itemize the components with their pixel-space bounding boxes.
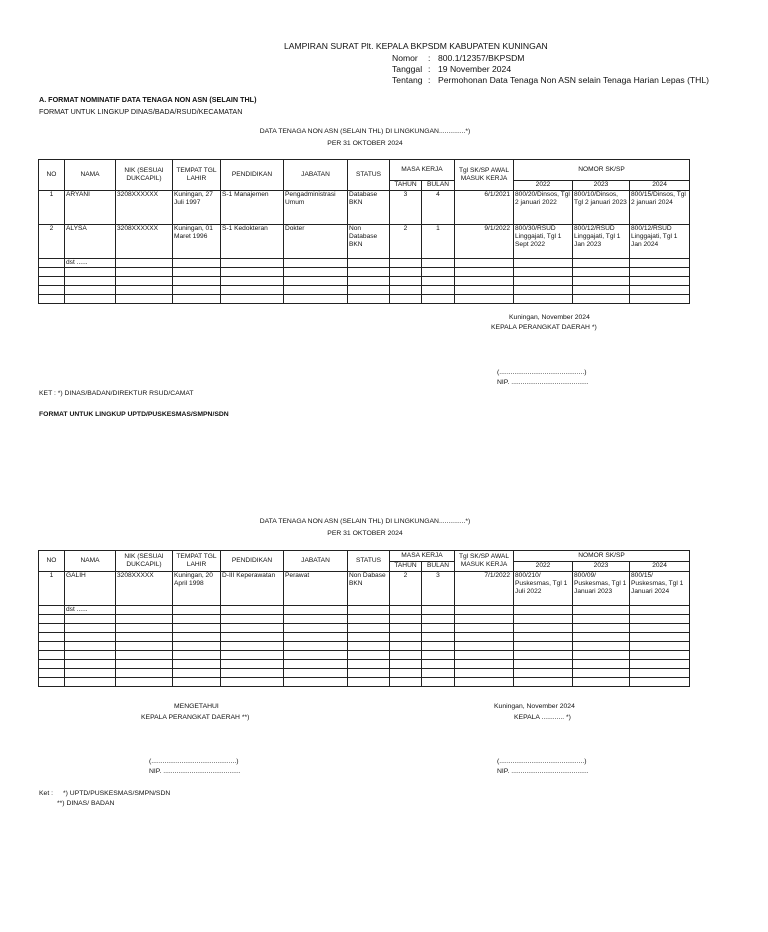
col-2023: 2023 xyxy=(573,562,630,572)
sign-a-role: KEPALA PERANGKAT DAERAH *) xyxy=(491,324,597,331)
table-row xyxy=(39,191,690,225)
cell-nama: ALYSA xyxy=(65,225,116,259)
cell-no: 2 xyxy=(39,225,65,259)
cell-tahun: 2 xyxy=(390,225,422,259)
cell-tgl-sk: 7/1/2022 xyxy=(455,572,514,606)
cell-nik: 3208XXXXXX xyxy=(116,225,173,259)
table-a-title: DATA TENAGA NON ASN (SELAIN THL) DI LINGKUNGAN..............*) xyxy=(259,128,471,135)
col-bulan: BULAN xyxy=(422,181,455,191)
tentang-value: Permohonan Data Tenaga Non ASN selain Tenaga Harian Lepas (THL) xyxy=(438,75,710,85)
sign-b-left-nip: NIP. ......................................... xyxy=(149,768,241,775)
col-masa-kerja: MASA KERJA xyxy=(390,551,455,562)
col-no: NO xyxy=(39,551,65,572)
cell-jabatan: Perawat xyxy=(284,572,348,606)
nomor-row xyxy=(392,53,709,63)
cell-sk-2022: 800/20/Dinsos, Tgl 2 januari 2022 xyxy=(514,191,573,225)
col-ttl: TEMPAT TGL LAHIR xyxy=(173,160,221,191)
sign-b-right-nip: NIP. ......................................... xyxy=(497,768,589,775)
cell-status: Database BKN xyxy=(348,191,390,225)
cell-nik: 3208XXXXXX xyxy=(116,191,173,225)
cell-bulan: 1 xyxy=(422,225,455,259)
table-row-empty xyxy=(39,642,690,651)
cell-nik: 3208XXXXX xyxy=(116,572,173,606)
cell-tgl-sk: 6/1/2021 xyxy=(455,191,514,225)
cell-no: 1 xyxy=(39,572,65,606)
cell-status: Non Database BKN xyxy=(348,225,390,259)
col-nama: NAMA xyxy=(65,551,116,572)
col-nomor-sk: NOMOR SK/SP xyxy=(514,551,690,562)
col-nama: NAMA xyxy=(65,160,116,191)
table-row-empty xyxy=(39,651,690,660)
col-nomor-sk: NOMOR SK/SP xyxy=(514,160,690,181)
col-masa-kerja: MASA KERJA xyxy=(390,160,455,181)
cell-pendidikan: D-III Keperawatan xyxy=(221,572,284,606)
cell-sk-2024: 800/15/ Puskesmas, Tgl 1 Januari 2024 xyxy=(630,572,690,606)
cell-tahun: 2 xyxy=(390,572,422,606)
nomor-label: Nomor xyxy=(392,53,418,63)
sign-b-left-label: MENGETAHUI xyxy=(174,703,219,710)
cell-empty xyxy=(39,606,65,615)
col-tahun: TAHUN xyxy=(390,181,422,191)
table-row-empty xyxy=(39,669,690,678)
col-nik: NIK (SESUAI DUKCAPIL) xyxy=(116,551,173,572)
table-b-title: DATA TENAGA NON ASN (SELAIN THL) DI LINGKUNGAN..............*) xyxy=(259,518,471,525)
ket-b-1: *) UPTD/PUSKESMAS/SMPN/SDN xyxy=(63,790,171,797)
cell-no: 1 xyxy=(39,191,65,225)
tanggal-row xyxy=(392,64,709,74)
cell-bulan: 3 xyxy=(422,572,455,606)
col-jabatan: JABATAN xyxy=(284,551,348,572)
table-a-header-row xyxy=(39,160,690,181)
table-a-period: PER 31 OKTOBER 2024 xyxy=(327,140,403,147)
tanggal-label: Tanggal xyxy=(392,64,423,74)
section-a-subtitle: FORMAT UNTUK LINGKUP DINAS/BADA/RSUD/KECAMATAN xyxy=(39,107,243,116)
letter-meta xyxy=(392,53,709,85)
table-row-dst xyxy=(39,259,690,268)
cell-jabatan: Pengadministrasi Umum xyxy=(284,191,348,225)
col-2024: 2024 xyxy=(630,181,690,191)
col-2023: 2023 xyxy=(573,181,630,191)
table-row xyxy=(39,572,690,606)
cell-nama: ARYANI xyxy=(65,191,116,225)
col-tgl-sk: Tgl SK/SP AWAL MASUK KERJA xyxy=(455,551,514,572)
table-b-period: PER 31 OKTOBER 2024 xyxy=(327,530,403,537)
col-status: STATUS xyxy=(348,551,390,572)
col-2022: 2022 xyxy=(514,181,573,191)
cell-tgl-sk: 9/1/2022 xyxy=(455,225,514,259)
col-no: NO xyxy=(39,160,65,191)
table-a xyxy=(38,159,690,304)
table-row-empty xyxy=(39,624,690,633)
letter-title: LAMPIRAN SURAT Plt. KEPALA BKPSDM KABUPATEN KUNINGAN xyxy=(284,41,548,51)
table-row-empty xyxy=(39,286,690,295)
section-a-title: A. FORMAT NOMINATIF DATA TENAGA NON ASN (SELAIN THL) xyxy=(39,95,257,104)
col-status: STATUS xyxy=(348,160,390,191)
table-row-empty xyxy=(39,268,690,277)
table-row-empty xyxy=(39,277,690,286)
cell-sk-2024: 800/12/RSUD Linggajati, Tgl 1 Jan 2024 xyxy=(630,225,690,259)
table-row-empty xyxy=(39,633,690,642)
sign-b-right-name: (.............................................) xyxy=(497,758,587,765)
section-b-subtitle: FORMAT UNTUK LINGKUP UPTD/PUSKESMAS/SMPN/SDN xyxy=(39,411,229,418)
tentang-sep: : xyxy=(428,75,431,85)
tentang-row xyxy=(392,75,709,85)
table-row-empty xyxy=(39,678,690,687)
ket-a: KET : *) DINAS/BADAN/DIREKTUR RSUD/CAMAT xyxy=(39,390,194,397)
col-2022: 2022 xyxy=(514,562,573,572)
col-bulan: BULAN xyxy=(422,562,455,572)
ket-b-label: Ket : xyxy=(39,790,53,797)
table-b-header-row xyxy=(39,551,690,562)
cell-ttl: Kuningan, 20 April 1998 xyxy=(173,572,221,606)
cell-nama: GALIH xyxy=(65,572,116,606)
cell-sk-2023: 800/10/Dinsos, Tgl 2 januari 2023 xyxy=(573,191,630,225)
table-row xyxy=(39,225,690,259)
col-2024: 2024 xyxy=(630,562,690,572)
cell-empty xyxy=(39,259,65,268)
sign-b-right-role: KEPALA ............ *) xyxy=(514,714,571,721)
cell-dst: dst ...... xyxy=(65,606,116,615)
cell-sk-2023: 800/09/ Puskesmas, Tgl 1 Januari 2023 xyxy=(573,572,630,606)
cell-pendidikan: S-1 Manajemen xyxy=(221,191,284,225)
nomor-value: 800.1/12357/BKPSDM xyxy=(438,53,525,63)
cell-ttl: Kuningan, 01 Maret 1996 xyxy=(173,225,221,259)
nomor-sep: : xyxy=(428,53,431,63)
tentang-label: Tentang xyxy=(392,75,423,85)
sign-a-nip: NIP. ......................................... xyxy=(497,379,589,386)
col-tgl-sk: Tgl SK/SP AWAL MASUK KERJA xyxy=(455,160,514,191)
table-row-empty xyxy=(39,660,690,669)
cell-dst: dst ...... xyxy=(65,259,116,268)
col-tahun: TAHUN xyxy=(390,562,422,572)
cell-ttl: Kuningan, 27 Juli 1997 xyxy=(173,191,221,225)
sign-a-place-date: Kuningan, November 2024 xyxy=(509,314,590,321)
cell-pendidikan: S-1 Kedokteran xyxy=(221,225,284,259)
tanggal-value: 19 November 2024 xyxy=(438,64,512,74)
table-row-dst xyxy=(39,606,690,615)
cell-sk-2022: 800/210/ Puskesmas, Tgl 1 Juli 2022 xyxy=(514,572,573,606)
cell-sk-2022: 800/30/RSUD Linggajati, Tgl 1 Sept 2022 xyxy=(514,225,573,259)
cell-sk-2023: 800/12/RSUD Linggajati, Tgl 1 Jan 2023 xyxy=(573,225,630,259)
cell-sk-2024: 800/15/Dinsos, Tgl 2 januari 2024 xyxy=(630,191,690,225)
col-nik: NIK (SESUAI DUKCAPIL) xyxy=(116,160,173,191)
cell-tahun: 3 xyxy=(390,191,422,225)
tanggal-sep: : xyxy=(428,64,431,74)
cell-status: Non Dabase BKN xyxy=(348,572,390,606)
col-jabatan: JABATAN xyxy=(284,160,348,191)
cell-jabatan: Dokter xyxy=(284,225,348,259)
sign-a-name: (.............................................) xyxy=(497,369,587,376)
col-ttl: TEMPAT TGL LAHIR xyxy=(173,551,221,572)
col-pendidikan: PENDIDIKAN xyxy=(221,160,284,191)
sign-b-left-role: KEPALA PERANGKAT DAERAH **) xyxy=(141,714,250,721)
cell-bulan: 4 xyxy=(422,191,455,225)
ket-b-2: **) DINAS/ BADAN xyxy=(57,800,115,807)
table-row-empty xyxy=(39,295,690,304)
table-row-empty xyxy=(39,615,690,624)
sign-b-left-name: (.............................................) xyxy=(149,758,239,765)
col-pendidikan: PENDIDIKAN xyxy=(221,551,284,572)
sign-b-right-place-date: Kuningan, November 2024 xyxy=(494,703,575,710)
table-b xyxy=(38,550,690,687)
